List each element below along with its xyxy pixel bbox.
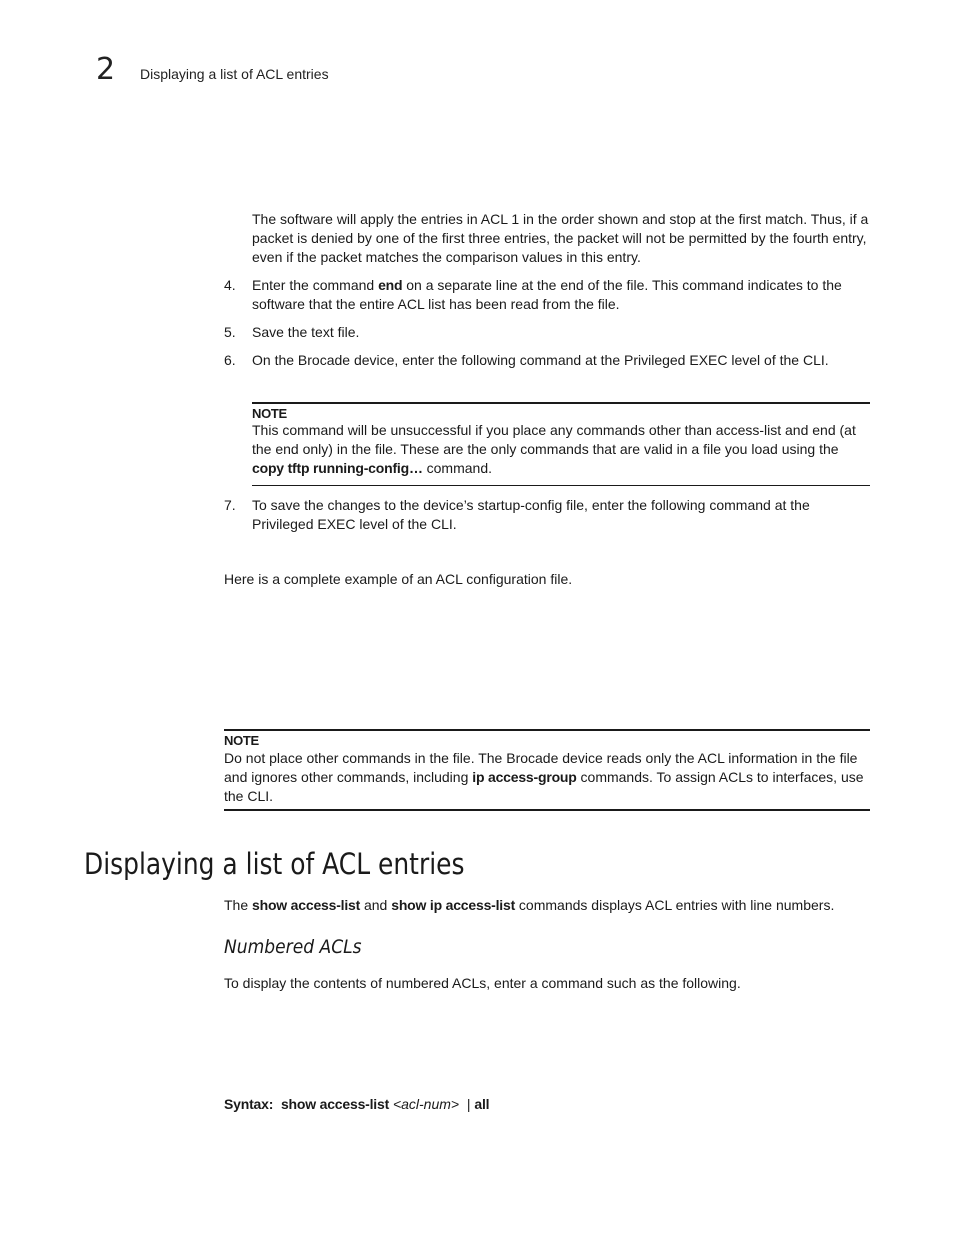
- step-number: 7.: [224, 497, 236, 513]
- note-bottom-rule: [252, 485, 870, 486]
- note-text: [224, 749, 872, 806]
- subsection-title: Numbered ACLs: [224, 936, 362, 958]
- section-intro: [224, 896, 872, 915]
- step-text: To save the changes to the device’s startup-config file, enter the following command at the Privileged EXEC level of the CLI.: [252, 497, 810, 532]
- note-text: [252, 421, 872, 478]
- syntax-argument: <acl-num>: [392, 1096, 460, 1112]
- note-label: NOTE: [252, 406, 287, 421]
- syntax-option: all: [474, 1096, 490, 1112]
- note-bottom-rule: [224, 809, 870, 811]
- example-intro: Here is a complete example of an ACL configuration file.: [224, 571, 573, 587]
- section-intro-the: The: [224, 897, 253, 913]
- note-text-before: Do not place other commands in the file. The Brocade device reads only the ACL information in the file and ignores other commands, including: [224, 750, 858, 785]
- syntax-command: show access-list: [280, 1096, 390, 1112]
- step-text-after: on a separate line at the end of the file. This command indicates to the software that the entire ACL list has been read from the file.: [252, 277, 842, 312]
- note-text-after: command.: [422, 460, 492, 476]
- intro-paragraph: The software will apply the entries in ACL 1 in the order shown and stop at the first match. Thus, if a packet is denied by one of the first three entries, the packet will not be permitted by the fourth entry, even if the packet matches the comparison values in this entry.: [252, 211, 869, 265]
- note-top-rule: [224, 729, 870, 731]
- step-text-before: Enter the command: [252, 277, 379, 293]
- section-intro-and: and: [360, 897, 392, 913]
- note-text-before: This command will be unsuccessful if you place any commands other than access-list and end (at the end only) in the file. These are the only commands that are valid in a file you load using the: [252, 422, 856, 457]
- note-label: NOTE: [224, 733, 259, 748]
- command-ip-access-group: ip access-group: [472, 769, 577, 785]
- subsection-paragraph: To display the contents of numbered ACLs, enter a command such as the following.: [224, 975, 741, 991]
- syntax-label: Syntax:: [224, 1096, 274, 1112]
- step-number: 5.: [224, 324, 236, 340]
- step-text: [252, 276, 872, 314]
- note-text-after: commands. To assign ACLs to interfaces, use the CLI.: [224, 769, 864, 804]
- command-show-access-list: show access-list: [252, 897, 361, 913]
- note-top-rule: [252, 402, 870, 404]
- command-show-ip-access-list: show ip access-list: [391, 897, 516, 913]
- syntax-line: [224, 1095, 489, 1114]
- syntax-separator: |: [466, 1096, 471, 1112]
- chapter-number: 2: [96, 52, 116, 87]
- running-header-title: Displaying a list of ACL entries: [140, 66, 329, 82]
- command-copy-tftp: copy tftp running-config…: [252, 460, 423, 476]
- section-title: Displaying a list of ACL entries: [84, 847, 465, 881]
- command-end: end: [378, 277, 403, 293]
- step-number: 4.: [224, 277, 236, 293]
- section-intro-rest: commands displays ACL entries with line numbers.: [515, 897, 835, 913]
- step-text: Save the text file.: [252, 324, 360, 340]
- step-text: On the Brocade device, enter the following command at the Privileged EXEC level of the CLI.: [252, 352, 829, 368]
- step-number: 6.: [224, 352, 236, 368]
